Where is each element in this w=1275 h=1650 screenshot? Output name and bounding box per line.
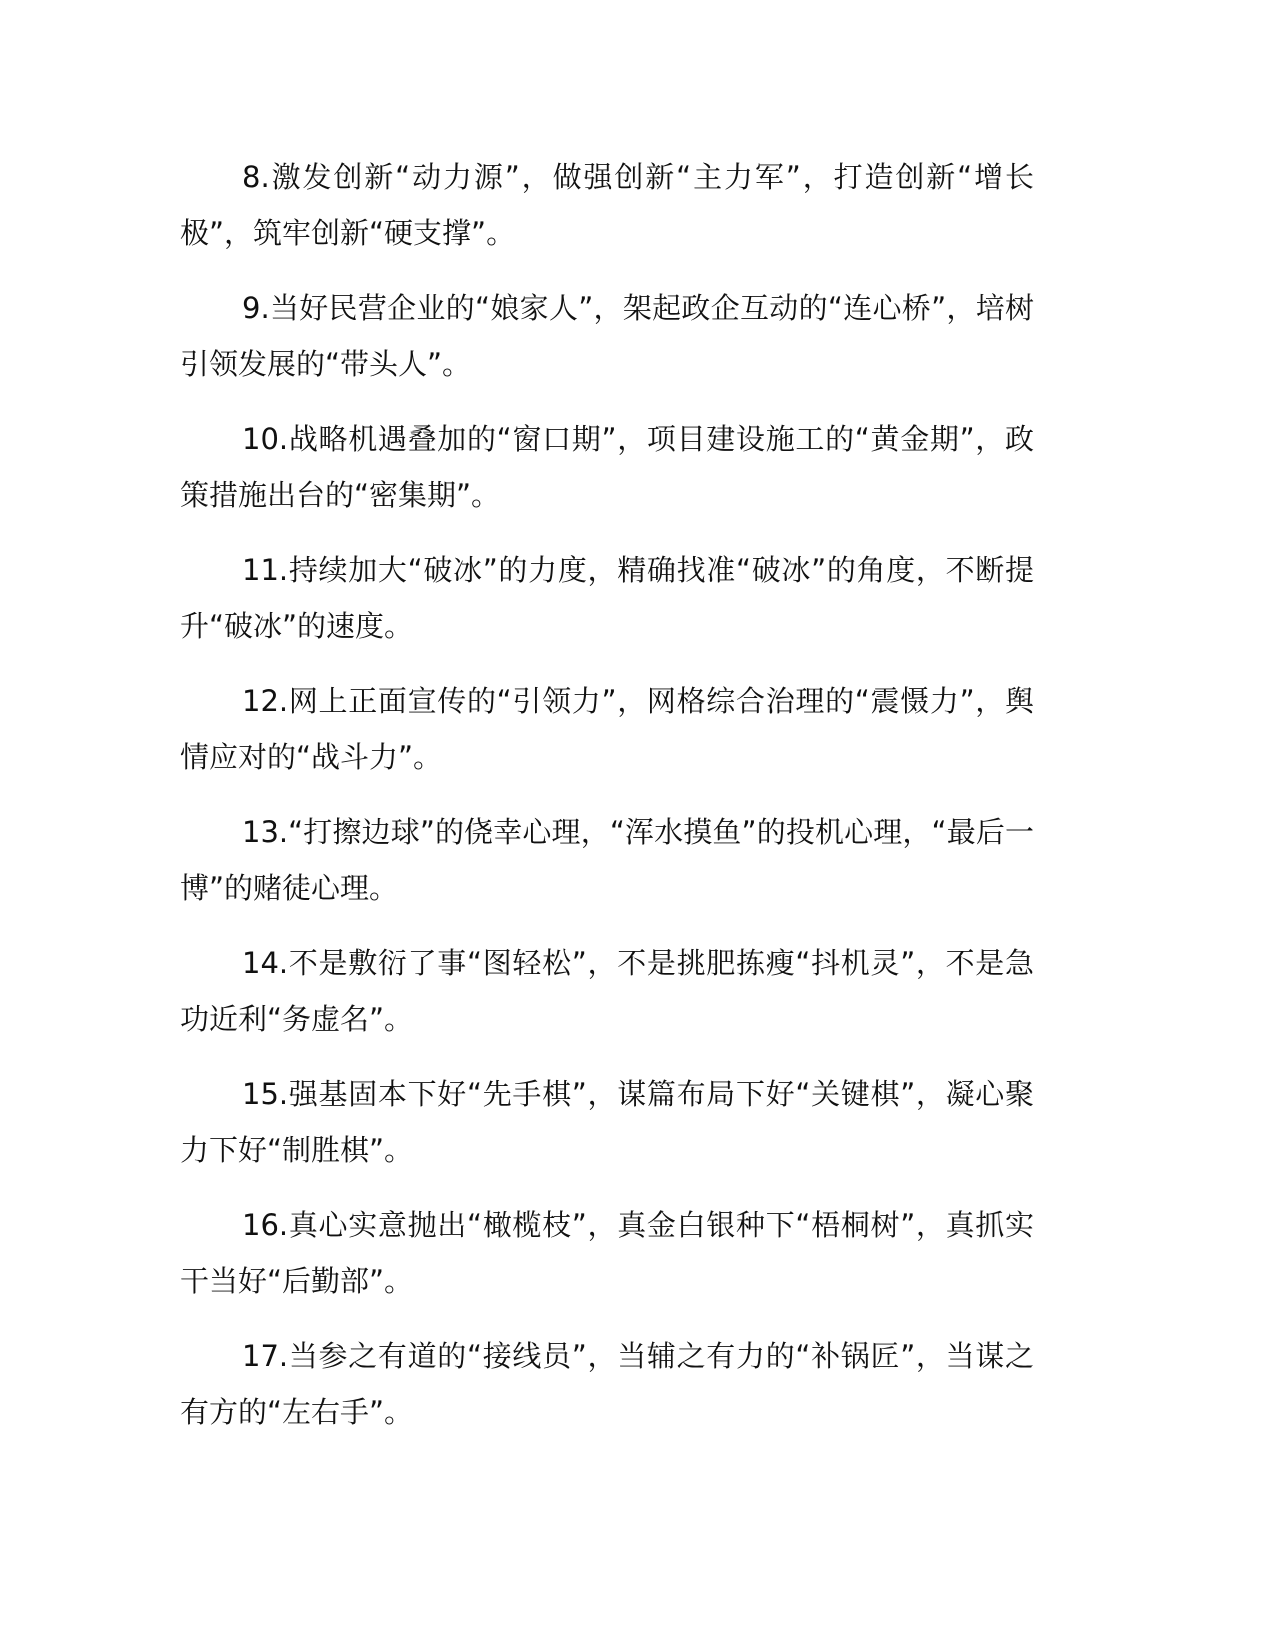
paragraph-17: 17.当参之有道的“接线员”，当辅之有力的“补锅匠”，当谋之有方的“左右手”。 [180,1339,1034,1429]
document-body [180,149,1034,1459]
paragraph-9: 9.当好民营企业的“娘家人”，架起政企互动的“连心桥”，培树引领发展的“带头人”。 [180,291,1034,381]
paragraph-10: 10.战略机遇叠加的“窗口期”，项目建设施工的“黄金期”，政策措施出台的“密集期”。 [180,422,1034,512]
paragraph-16: 16.真心实意抛出“橄榄枝”，真金白银种下“梧桐树”，真抓实干当好“后勤部”。 [180,1208,1034,1298]
paragraph-12: 12.网上正面宣传的“引领力”，网格综合治理的“震慑力”，舆情应对的“战斗力”。 [180,684,1034,774]
paragraph-11: 11.持续加大“破冰”的力度，精确找准“破冰”的角度，不断提升“破冰”的速度。 [180,553,1034,643]
paragraph-8: 8.激发创新“动力源”，做强创新“主力军”，打造创新“增长极”，筑牢创新“硬支撑”。 [180,160,1034,250]
paragraph-15: 15.强基固本下好“先手棋”，谋篇布局下好“关键棋”，凝心聚力下好“制胜棋”。 [180,1077,1034,1167]
paragraph-14: 14.不是敷衍了事“图轻松”，不是挑肥拣瘦“抖机灵”，不是急功近利“务虚名”。 [180,946,1034,1036]
paragraph-13: 13.“打擦边球”的侥幸心理，“浑水摸鱼”的投机心理，“最后一博”的赌徒心理。 [180,815,1034,905]
